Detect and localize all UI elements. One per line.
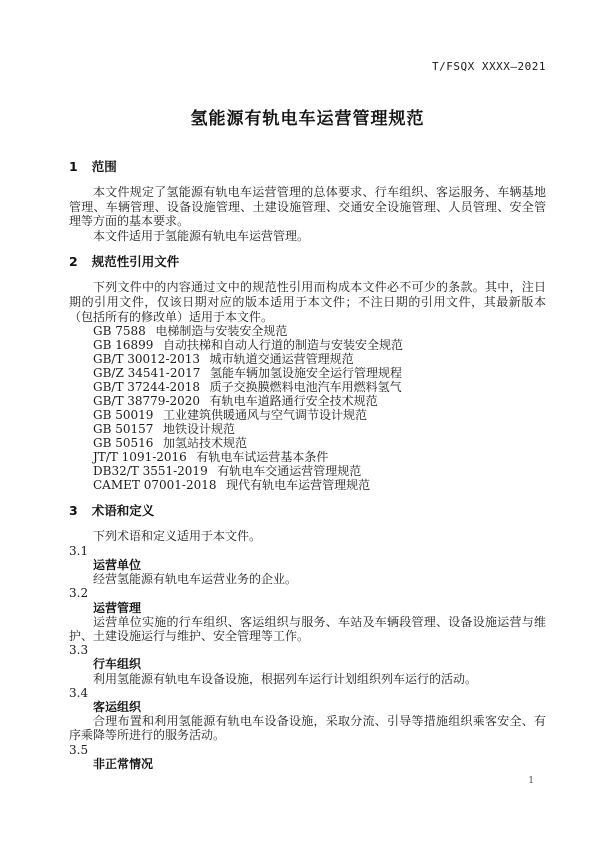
section-heading-text: 规范性引用文件 [91,254,180,270]
reference-code: GB 50019 [93,408,154,423]
reference-title: 地铁设计规范 [163,422,236,437]
term-definition: 运营单位实施的行车组织、客运组织与服务、车站及车辆段管理、设备设施运营与维护、土建设施运行与维护、安全管理等工作。 [69,614,546,643]
reference-item [69,394,546,408]
section-number: 2 [69,254,78,270]
term-entry [69,544,546,587]
section-normative-references [69,254,546,492]
reference-code: DB32/T 3551-2019 [93,464,208,479]
reference-code: GB/Z 34541-2017 [93,366,201,381]
term-name: 非正常情况 [93,756,154,771]
reference-code: GB/T 38779-2020 [93,394,201,409]
term-definition: 经营氢能源有轨电车运营业务的企业。 [93,572,298,587]
section-number: 3 [69,503,78,519]
term-entry [69,743,546,771]
reference-item [69,464,546,478]
section-terms-heading [69,503,546,518]
term-entry [69,686,546,743]
section-scope-heading [69,159,546,174]
reference-title: 氢能车辆加氢设施安全运行管理规程 [209,366,402,381]
document-header [69,60,546,74]
reference-item [69,422,546,436]
reference-item [69,338,546,352]
term-name: 客运组织 [93,699,142,714]
reference-title: 自动扶梯和自动人行道的制造与安装安全规范 [163,338,404,353]
term-name: 运营单位 [93,557,142,572]
terms-list [69,544,546,771]
reference-item [69,478,546,492]
term-number: 3.4 [69,685,89,700]
reference-title: 有轨电车试运营基本条件 [196,450,329,465]
standard-number: T/FSQX XXXX—2021 [432,60,546,73]
reference-title: 有轨电车道路通行安全技术规范 [209,394,378,409]
reference-item [69,450,546,464]
reference-code: GB 7588 [93,324,146,339]
scope-paragraph-1: 本文件规定了氢能源有轨电车运营管理的总体要求、行车组织、客运服务、车辆基地管理、车辆管理、设备设施管理、土建设施管理、交通安全设施管理、人员管理、安全管理等方面的基本要求。 [69,185,546,229]
reference-item [69,408,546,422]
section-heading-text: 范围 [91,159,117,174]
term-number: 3.2 [69,586,89,601]
section-number: 1 [69,159,78,174]
section-heading-text: 术语和定义 [91,503,155,519]
reference-title: 质子交换膜燃料电池汽车用燃料氢气 [209,380,402,395]
term-definition: 合理布置和利用氢能源有轨电车设备设施，采取分流、引导等措施组织乘客安全、有序乘降等所进行的服务活动。 [69,714,546,743]
reference-item [69,324,546,338]
reference-title: 城市轨道交通运营管理规范 [209,352,354,367]
term-entry [69,586,546,643]
reference-title: 加氢站技术规范 [163,436,248,451]
reference-code: GB 16899 [93,338,154,353]
reference-item [69,436,546,450]
reference-item [69,380,546,394]
term-number: 3.5 [69,742,89,757]
term-name: 运营管理 [93,600,142,615]
reference-title: 工业建筑供暖通风与空气调节设计规范 [163,408,368,423]
reference-code: GB/T 30012-2013 [93,352,201,367]
reference-code: GB/T 37244-2018 [93,380,201,395]
reference-item [69,366,546,380]
reference-list [69,324,546,492]
section-references-heading [69,254,546,269]
document-title: 氢能源有轨电车运营管理规范 [190,109,425,129]
scope-paragraph-2: 本文件适用于氢能源有轨电车运营管理。 [93,228,310,243]
page-number: 1 [528,776,534,786]
reference-title: 现代有轨电车运营管理规范 [226,478,371,493]
reference-code: GB 50157 [93,422,154,437]
references-intro-paragraph: 下列文件中的内容通过文中的规范性引用而构成本文件必不可少的条款。其中，注日期的引用文件，仅该日期对应的版本适用于本文件；不注日期的引用文件，其最新版本（包括所有的修改单）适用于本文件。 [69,280,546,324]
terms-intro-paragraph: 下列术语和定义适用于本文件。 [93,529,262,544]
reference-code: JT/T 1091-2016 [93,450,187,465]
reference-code: GB 50516 [93,436,154,451]
section-terms-definitions [69,503,546,771]
term-entry [69,643,546,686]
term-definition: 利用氢能源有轨电车设备设施，根据列车运行计划组织列车运行的活动。 [93,671,478,686]
term-number: 3.1 [69,543,89,558]
term-number: 3.3 [69,643,89,658]
reference-code: CAMET 07001-2018 [93,478,217,493]
term-name: 行车组织 [93,657,142,672]
reference-title: 有轨电车交通运营管理规范 [217,464,362,479]
reference-title: 电梯制造与安装安全规范 [155,324,288,339]
section-scope [69,159,546,243]
reference-item [69,352,546,366]
